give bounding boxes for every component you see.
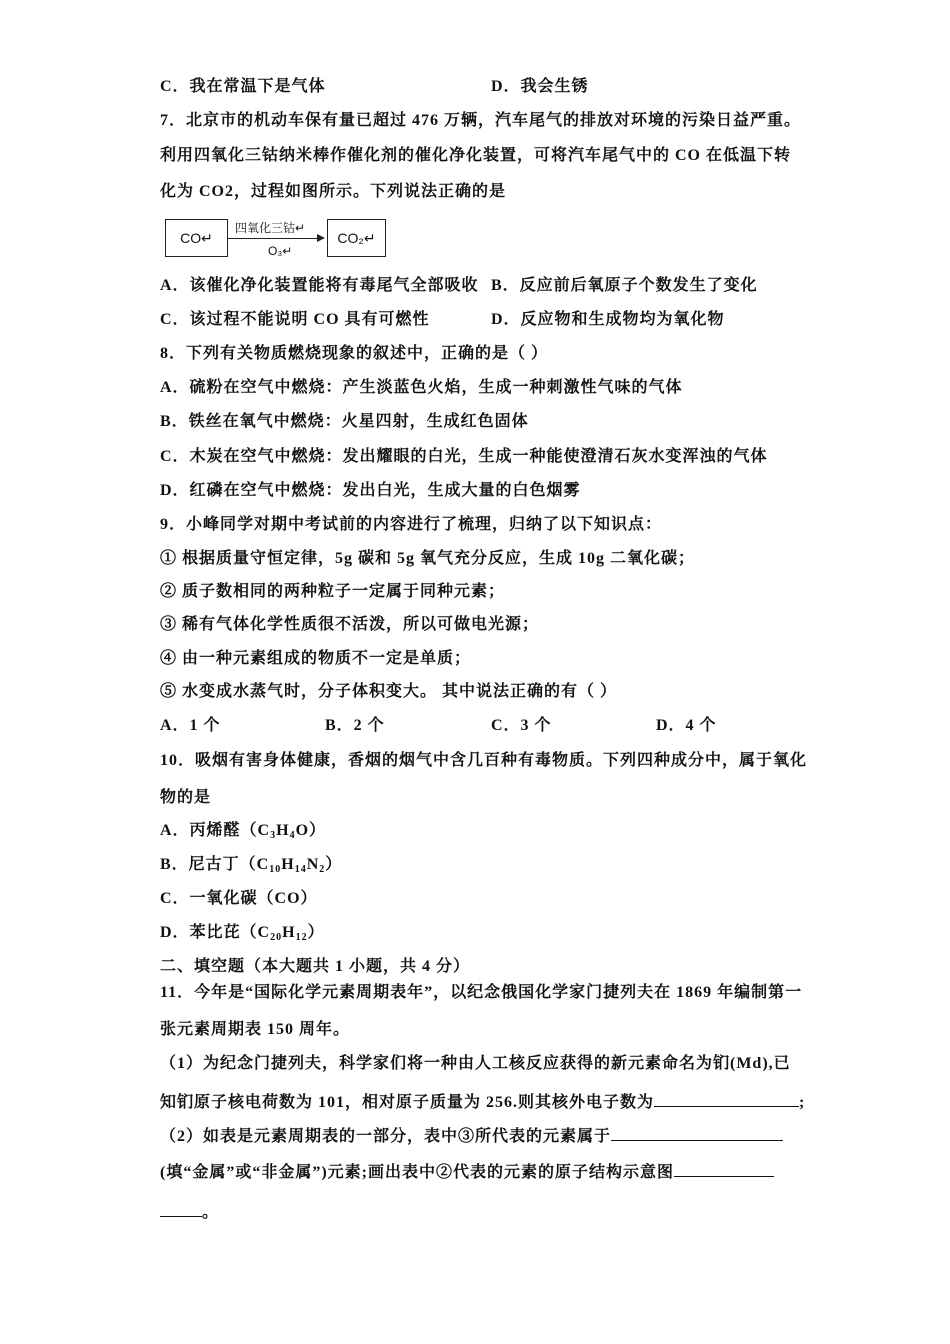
q9-point-5: ⑤ 水变成水蒸气时，分子体积变大。 其中说法正确的有（ ）: [160, 683, 618, 700]
reagent-label: O₃↵: [268, 244, 293, 258]
q7-stem-2: 利用四氧化三钴纳米棒作催化剂的催化净化装置，可将汽车尾气中的 CO 在低温下转: [160, 147, 792, 164]
subscript: 20: [270, 932, 283, 943]
q10-stem-2: 物的是: [160, 789, 212, 806]
q8-stem: 8．下列有关物质燃烧现象的叙述中，正确的是（ ）: [160, 345, 549, 362]
text: H: [282, 924, 296, 941]
text: （2）如表是元素周期表的一部分，表中③所代表的元素属于: [160, 1128, 612, 1145]
text: (填“金属”或“非金属”)元素;画出表中②代表的元素的原子结构示意图: [160, 1164, 674, 1181]
q9-option-a: A．1 个: [160, 717, 221, 734]
q9-option-c: C．3 个: [491, 717, 552, 734]
subscript: 12: [295, 932, 308, 943]
text: 。: [202, 1204, 220, 1221]
answer-blank[interactable]: [611, 1126, 783, 1141]
answer-blank[interactable]: [674, 1162, 774, 1177]
q6-option-c: C．我在常温下是气体: [160, 78, 326, 95]
text: ）: [307, 924, 325, 941]
text: H: [281, 856, 295, 873]
q7-stem-1: 7．北京市的机动车保有量已超过 476 万辆，汽车尾气的排放对环境的污染日益严重。: [160, 112, 802, 129]
q11-stem-2: 张元素周期表 150 周年。: [160, 1021, 351, 1038]
q11-part1-2: 知钔原子核电荷数为 101，相对原子质量为 256.则其核外电子数为 ;: [160, 1094, 806, 1111]
q7-option-d: D．反应物和生成物均为氧化物: [491, 311, 725, 328]
q11-part1-1: （1）为纪念门捷列夫，科学家们将一种由人工核反应获得的新元素命名为钔(Md),已: [160, 1055, 791, 1072]
q8-option-c: C．木炭在空气中燃烧：发出耀眼的白光，生成一种能使澄清石灰水变浑浊的气体: [160, 448, 768, 465]
subscript: 4: [289, 830, 296, 841]
q11-part2-3: [160, 1202, 219, 1223]
q11-part2-1: [160, 1126, 783, 1147]
arrow-icon: [228, 238, 323, 239]
text: D．苯比芘（C: [160, 924, 271, 941]
q8-option-a: A．硫粉在空气中燃烧：产生淡蓝色火焰，生成一种刺激性气味的气体: [160, 379, 683, 396]
q9-point-3: ③ 稀有气体化学性质很不活泼，所以可做电光源；: [160, 616, 540, 633]
answer-blank[interactable]: [160, 1202, 202, 1217]
co-box: CO↵: [165, 219, 228, 257]
q10-stem-1: 10．吸烟有害身体健康，香烟的烟气中含几百种有毒物质。下列四种成分中，属于氧化: [160, 752, 808, 769]
text: 知钔原子核电荷数为 101，相对原子质量为 256.则其核外电子数为: [160, 1094, 655, 1111]
q10-option-c: C．一氧化碳（CO）: [160, 890, 318, 907]
q9-option-d: D．4 个: [656, 717, 717, 734]
q10-option-b: [160, 855, 342, 880]
q11-stem-1: 11．今年是“国际化学元素周期表年”，以纪念俄国化学家门捷列夫在 1869 年编制第一: [160, 984, 803, 1001]
q6-option-d: D．我会生锈: [491, 78, 589, 95]
catalyst-label: 四氧化三钴↵: [235, 221, 306, 235]
q7-option-c: C．该过程不能说明 CO 具有可燃性: [160, 311, 430, 328]
q10-option-d: [160, 923, 325, 948]
subscript: 14: [294, 864, 307, 875]
q7-option-a: A．该催化净化装置能将有毒尾气全部吸收: [160, 277, 479, 294]
text: ）: [325, 856, 343, 873]
q11-part2-2: [160, 1162, 774, 1183]
q8-option-b: B．铁丝在氧气中燃烧：火星四射，生成红色固体: [160, 413, 529, 430]
co2-box: CO₂↵: [327, 219, 386, 257]
q9-point-2: ② 质子数相同的两种粒子一定属于同种元素；: [160, 583, 506, 600]
q9-stem: 9．小峰同学对期中考试前的内容进行了梳理，归纳了以下知识点：: [160, 516, 663, 533]
q7-option-b: B．反应前后氧原子个数发生了变化: [491, 277, 758, 294]
q9-point-4: ④ 由一种元素组成的物质不一定是单质；: [160, 650, 472, 667]
q9-option-b: B．2 个: [325, 717, 385, 734]
q10-option-a: [160, 821, 326, 846]
text: O）: [295, 822, 327, 839]
subscript: 3: [270, 830, 277, 841]
q8-option-d: D．红磷在空气中燃烧：发出白光，生成大量的白色烟雾: [160, 482, 581, 499]
text: B．尼古丁（C: [160, 856, 270, 873]
text: N: [306, 856, 320, 873]
subscript: 10: [269, 864, 282, 875]
subscript: 2: [319, 864, 326, 875]
section-heading: 二、填空题（本大题共 1 小题，共 4 分）: [160, 958, 471, 975]
text: H: [276, 822, 290, 839]
q9-point-1: ① 根据质量守恒定律，5g 碳和 5g 氧气充分反应，生成 10g 二氧化碳；: [160, 550, 696, 567]
q7-stem-3: 化为 CO2，过程如图所示。下列说法正确的是: [160, 183, 507, 200]
answer-blank[interactable]: [654, 1092, 799, 1107]
text: A．丙烯醛（C: [160, 822, 271, 839]
